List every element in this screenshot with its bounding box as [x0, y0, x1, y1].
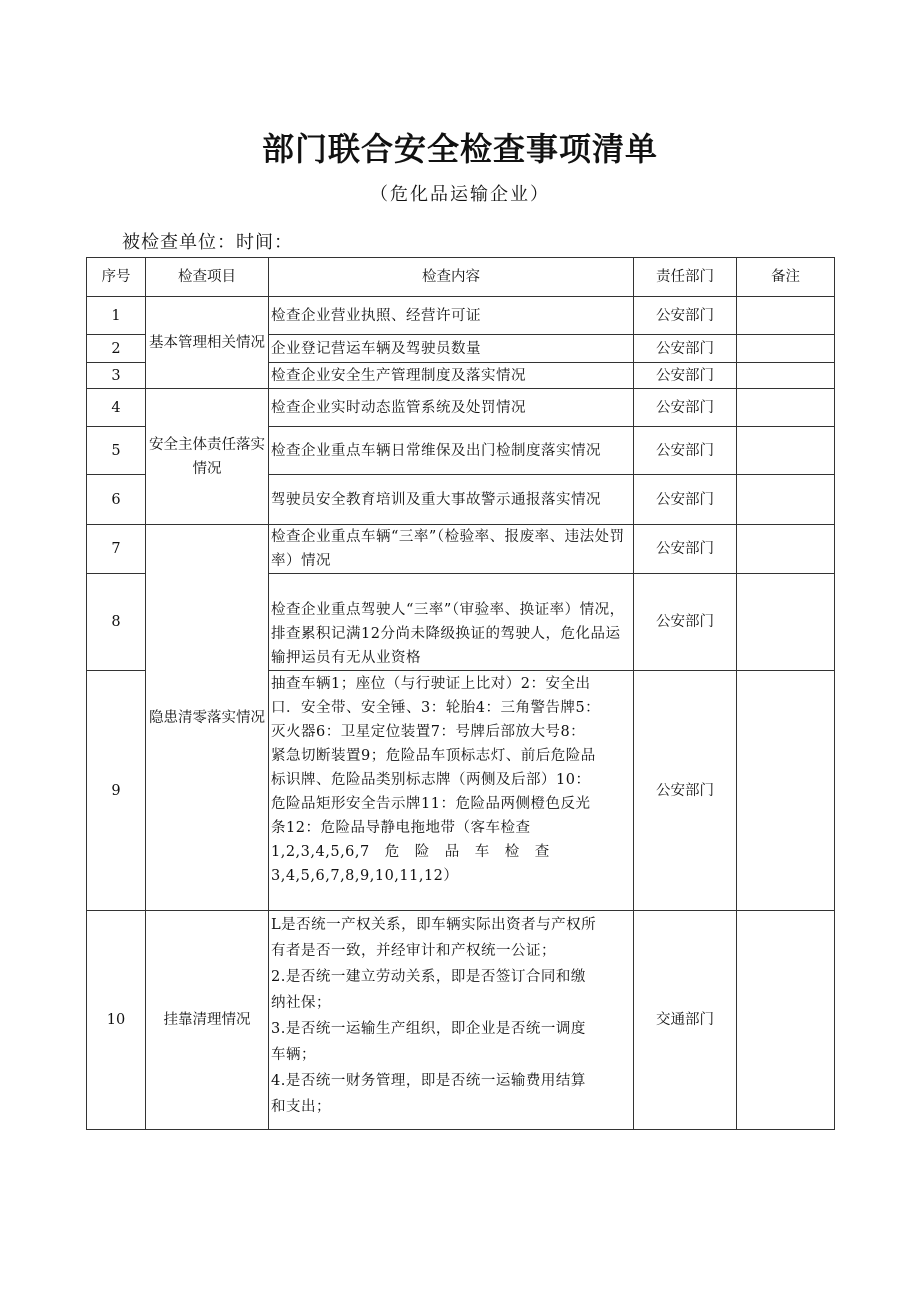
row-no: 6	[87, 475, 146, 525]
row-no: 3	[87, 363, 146, 389]
row-remark	[737, 363, 835, 389]
row-no: 7	[87, 525, 146, 574]
content-line: L是否统一产权关系，即车辆实际出资者与产权所	[271, 917, 597, 933]
content-line: 有者是否一致，并经审计和产权统一公证；	[271, 943, 556, 959]
group-label: 隐患清零落实情况	[146, 525, 269, 911]
row-content: 检查企业重点驾驶人“三率”（审验率、换证率）情况，排查累积记满12分尚未降级换证的驾驶人，危化品运输押运员有无从业资格	[269, 574, 634, 671]
content-line: 危险品矩形安全告示牌11：危险品两侧橙色反光	[271, 796, 591, 812]
inspection-table	[86, 257, 835, 1130]
row-no: 4	[87, 389, 146, 427]
row-content	[269, 671, 634, 911]
inspected-unit-label: 被检查单位：时间：	[122, 232, 293, 253]
row-content	[269, 911, 634, 1130]
row-dept: 公安部门	[634, 427, 737, 475]
row-dept: 公安部门	[634, 297, 737, 335]
row-dept: 公安部门	[634, 475, 737, 525]
row-remark	[737, 389, 835, 427]
content-line: 口．安全带、安全锤、3：轮胎4：三角警告牌5：	[271, 700, 601, 716]
header-remark: 备注	[737, 258, 835, 297]
header-no: 序号	[87, 258, 146, 297]
row-dept: 公安部门	[634, 363, 737, 389]
row-no: 1	[87, 297, 146, 335]
row-remark	[737, 671, 835, 911]
content-line: 车辆；	[271, 1047, 316, 1063]
content-line: 灭火器6：卫星定位装置7：号牌后部放大号8：	[271, 724, 586, 740]
content-line: 3,4,5,6,7,8,9,10,11,12）	[271, 868, 459, 884]
content-line: 抽查车辆1；座位（与行驶证上比对）2：安全出	[271, 676, 591, 692]
row-remark	[737, 525, 835, 574]
row-remark	[737, 427, 835, 475]
content-line: 和支出；	[271, 1099, 331, 1115]
row-content: 检查企业营业执照、经营许可证	[269, 297, 634, 335]
row-no: 9	[87, 671, 146, 911]
group-label: 安全主体责任落实情况	[146, 389, 269, 525]
page-subtitle: （危化品运输企业）	[370, 184, 550, 205]
row-dept: 公安部门	[634, 671, 737, 911]
content-line: 标识牌、危险品类别标志牌（两侧及后部）10：	[271, 772, 591, 788]
table-row	[87, 911, 835, 1130]
table-row	[87, 525, 835, 574]
row-dept: 公安部门	[634, 525, 737, 574]
group-label: 基本管理相关情况	[146, 297, 269, 389]
header-dept: 责任部门	[634, 258, 737, 297]
row-dept: 交通部门	[634, 911, 737, 1130]
row-remark	[737, 475, 835, 525]
row-content: 企业登记营运车辆及驾驶员数量	[269, 335, 634, 363]
row-dept: 公安部门	[634, 335, 737, 363]
content-line: 2.是否统一建立劳动关系，即是否签订合同和缴	[271, 969, 586, 985]
row-no: 8	[87, 574, 146, 671]
row-remark	[737, 911, 835, 1130]
row-content: 检查企业安全生产管理制度及落实情况	[269, 363, 634, 389]
row-no: 2	[87, 335, 146, 363]
row-remark	[737, 335, 835, 363]
table-header-row	[87, 258, 835, 297]
row-no: 5	[87, 427, 146, 475]
table-row	[87, 389, 835, 427]
row-content: 检查企业重点车辆“三率”（检验率、报废率、违法处罚率）情况	[269, 525, 634, 574]
row-content: 驾驶员安全教育培训及重大事故警示通报落实情况	[269, 475, 634, 525]
group-label: 挂靠清理情况	[146, 911, 269, 1130]
content-line: 3.是否统一运输生产组织，即企业是否统一调度	[271, 1021, 586, 1037]
content-line: 4.是否统一财务管理，即是否统一运输费用结算	[271, 1073, 586, 1089]
content-line: 紧急切断装置9；危险品车顶标志灯、前后危险品	[271, 748, 596, 764]
row-content: 检查企业实时动态监管系统及处罚情况	[269, 389, 634, 427]
page-title: 部门联合安全检查事项清单	[261, 130, 658, 168]
table-row	[87, 297, 835, 335]
header-item: 检查项目	[146, 258, 269, 297]
row-remark	[737, 574, 835, 671]
row-dept: 公安部门	[634, 574, 737, 671]
row-no: 10	[87, 911, 146, 1130]
content-line: 条12：危险品导静电拖地带（客车检查	[271, 820, 531, 836]
content-line: 1,2,3,4,5,6,7 危 险 品 车 检 查	[271, 844, 550, 860]
row-dept: 公安部门	[634, 389, 737, 427]
row-content: 检查企业重点车辆日常维保及出门检制度落实情况	[269, 427, 634, 475]
row-remark	[737, 297, 835, 335]
header-content: 检查内容	[269, 258, 634, 297]
content-line: 纳社保；	[271, 995, 331, 1011]
